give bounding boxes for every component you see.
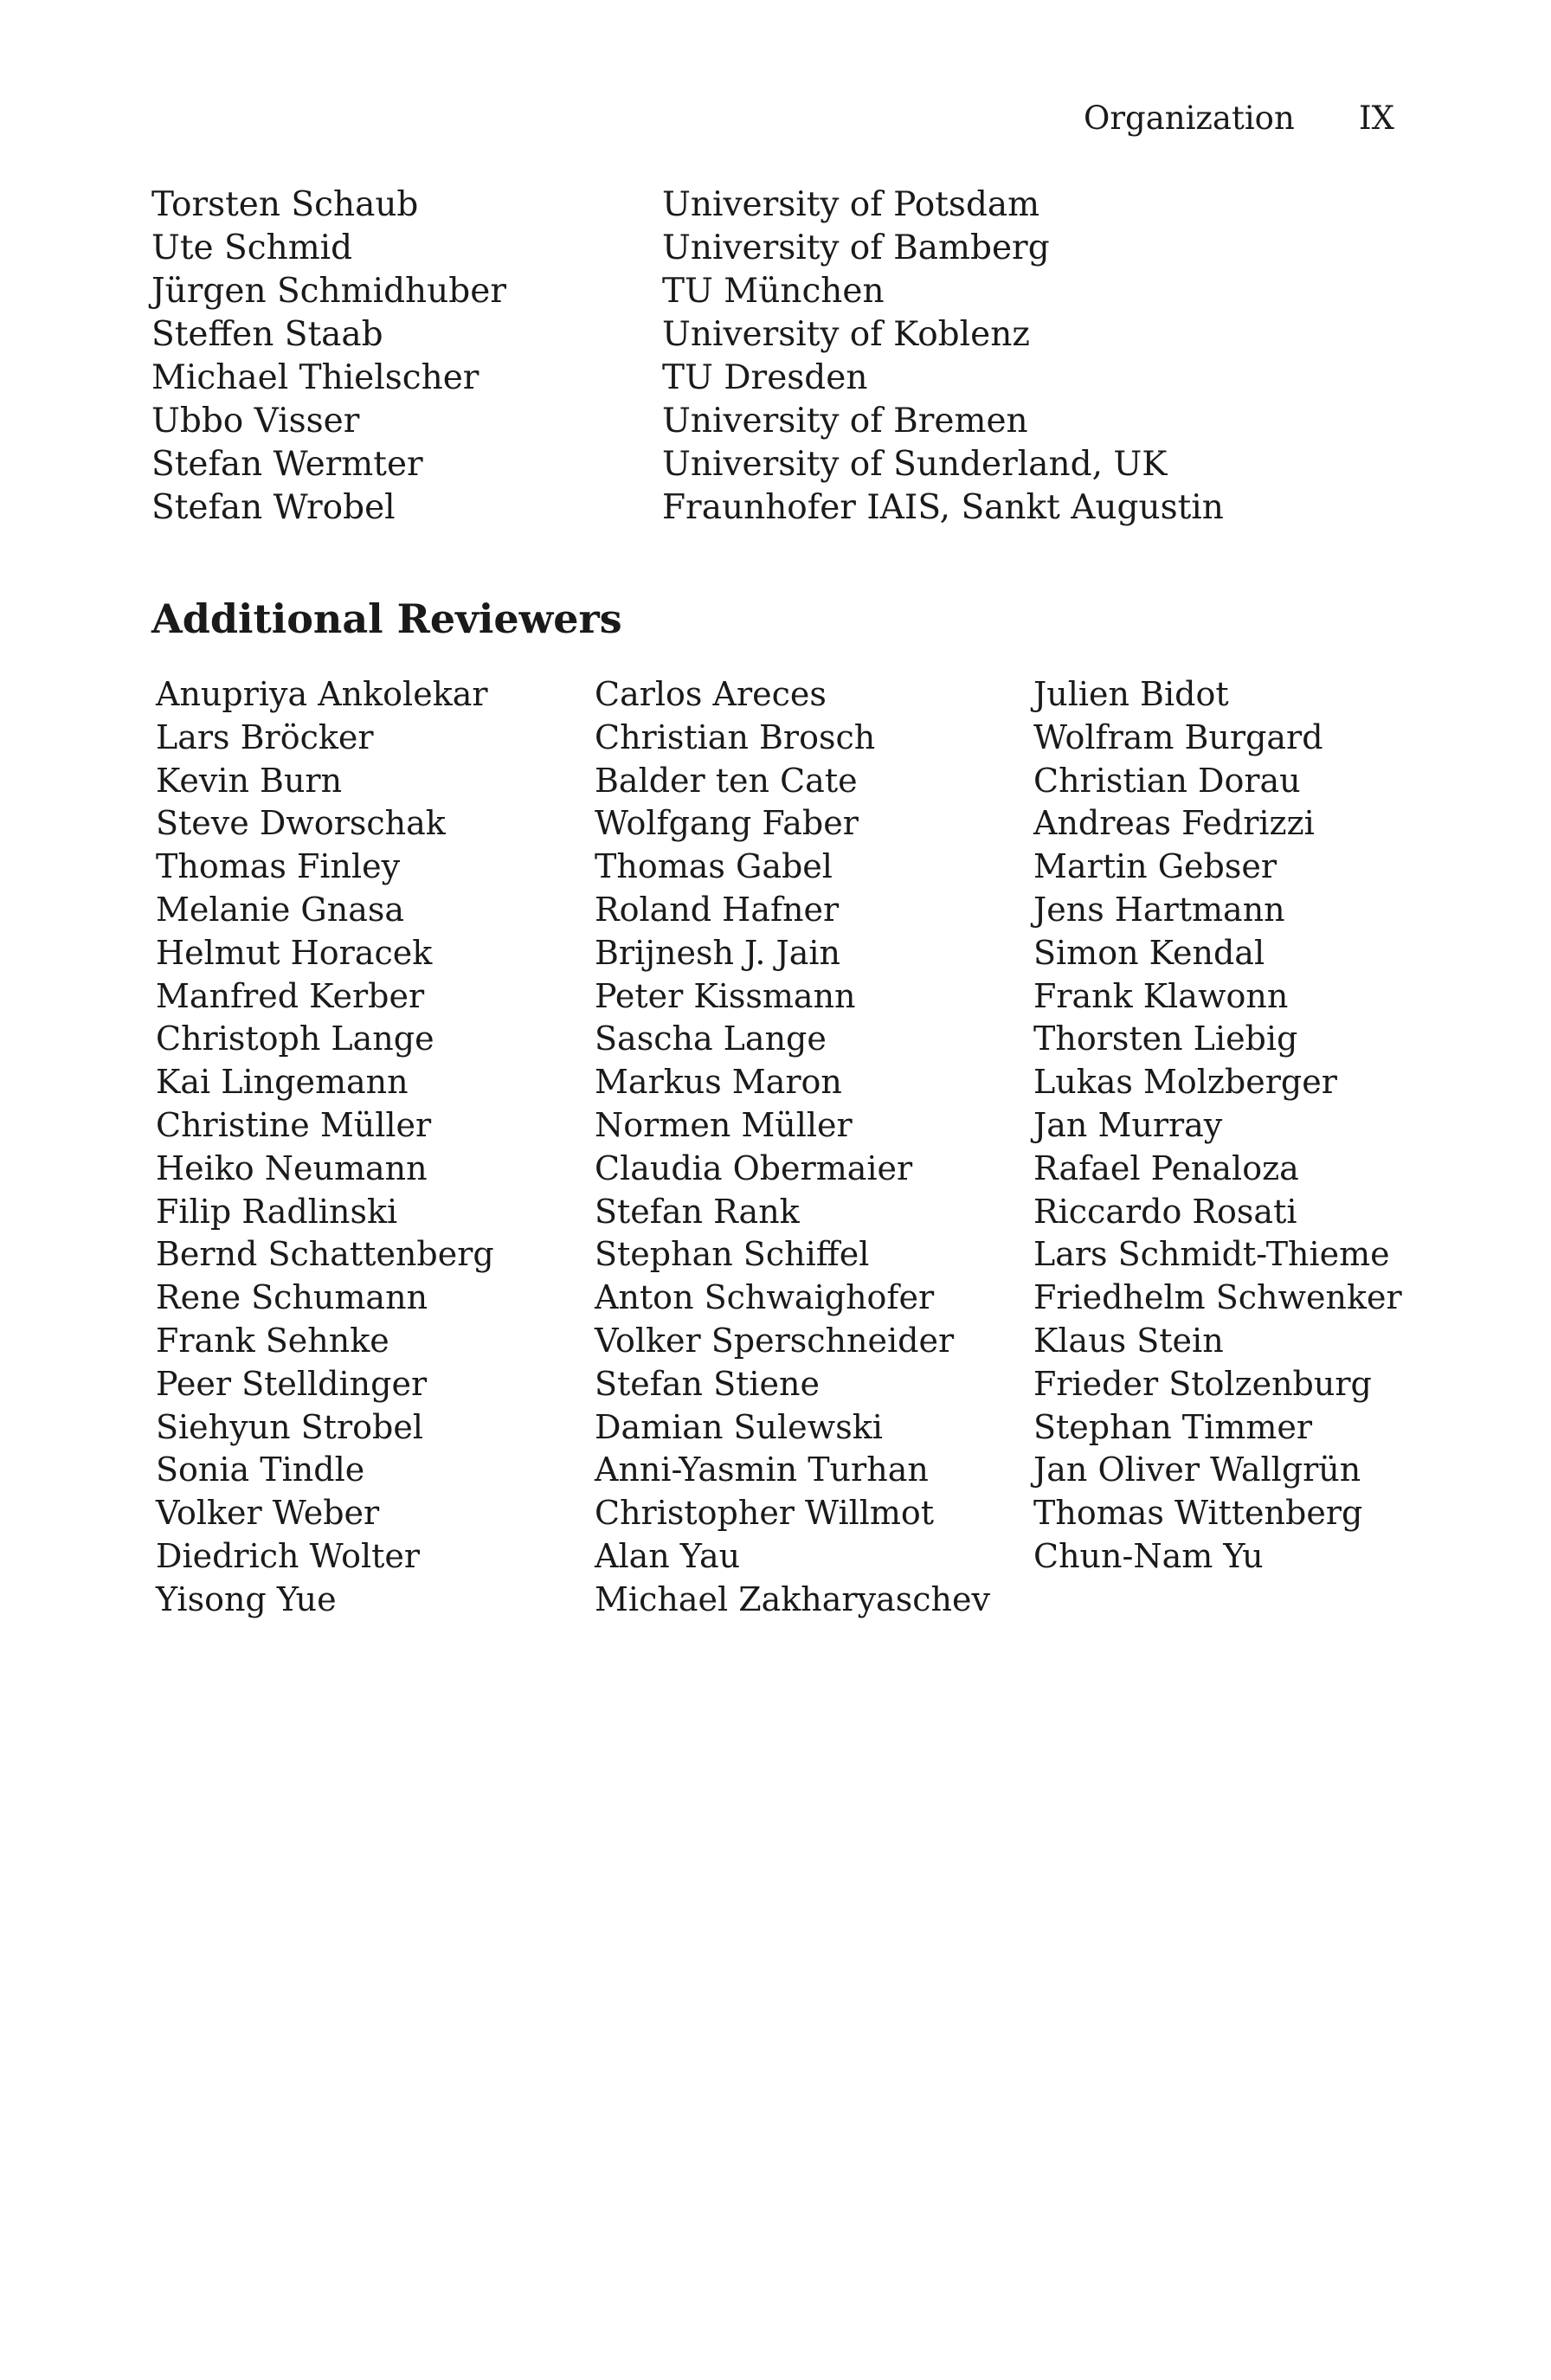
reviewer-name: Thomas Gabel <box>595 847 833 886</box>
member-affiliation: University of Bremen <box>662 402 1028 441</box>
reviewer-name: Jens Hartmann <box>1033 890 1285 929</box>
reviewer-name: Christoph Lange <box>156 1020 434 1058</box>
reviewer-name: Melanie Gnasa <box>156 890 405 929</box>
reviewer-name: Sonia Tindle <box>156 1451 365 1489</box>
reviewer-name: Markus Maron <box>595 1063 842 1102</box>
reviewer-name: Brijnesh J. Jain <box>595 933 840 972</box>
reviewer-name: Diedrich Wolter <box>156 1536 421 1575</box>
reviewer-name: Volker Sperschneider <box>595 1321 955 1360</box>
member-affiliation: University of Potsdam <box>662 185 1040 224</box>
reviewer-name: Manfred Kerber <box>156 976 425 1015</box>
reviewer-name: Bernd Schattenberg <box>156 1235 494 1274</box>
reviewer-name: Helmut Horacek <box>156 933 433 972</box>
committee-row <box>151 183 1406 227</box>
reviewer-name: Balder ten Cate <box>595 761 858 800</box>
member-name: Torsten Schaub <box>151 185 419 224</box>
reviewer-name: Simon Kendal <box>1033 933 1265 972</box>
page-number: IX <box>1359 100 1394 137</box>
reviewer-name: Kai Lingemann <box>156 1063 409 1102</box>
reviewer-name: Wolfgang Faber <box>595 804 859 843</box>
reviewer-name: Rafael Penaloza <box>1033 1148 1299 1187</box>
reviewer-name: Frank Klawonn <box>1033 976 1289 1015</box>
reviewer-name: Anupriya Ankolekar <box>156 675 488 713</box>
reviewer-name: Christian Dorau <box>1033 761 1301 800</box>
reviewer-name: Kevin Burn <box>156 761 343 800</box>
reviewer-name: Sascha Lange <box>595 1020 827 1058</box>
member-name: Ubbo Visser <box>151 402 360 441</box>
reviewer-name: Thomas Wittenberg <box>1033 1494 1363 1533</box>
reviewer-name: Peer Stelldinger <box>156 1364 428 1403</box>
member-name: Steffen Staab <box>151 315 383 354</box>
reviewer-name: Claudia Obermaier <box>595 1148 913 1187</box>
reviewer-name: Heiko Neumann <box>156 1148 428 1187</box>
reviewer-name: Stefan Stiene <box>595 1364 820 1403</box>
reviewer-name: Julien Bidot <box>1033 675 1229 713</box>
member-name: Michael Thielscher <box>151 358 479 397</box>
committee-row <box>151 227 1406 270</box>
reviewer-name: Frank Sehnke <box>156 1321 389 1360</box>
reviewer-name: Klaus Stein <box>1033 1321 1224 1360</box>
reviewer-name: Anni-Yasmin Turhan <box>595 1451 929 1489</box>
reviewer-name: Yisong Yue <box>156 1579 337 1618</box>
member-name: Jürgen Schmidhuber <box>151 272 506 311</box>
reviewer-name: Frieder Stolzenburg <box>1033 1364 1372 1403</box>
reviewer-name: Christopher Willmot <box>595 1494 935 1533</box>
reviewer-name: Michael Zakharyaschev <box>595 1579 990 1618</box>
section-heading: Additional Reviewers <box>151 595 622 642</box>
reviewer-name: Steve Dworschak <box>156 804 446 843</box>
reviewer-name: Thorsten Liebig <box>1033 1020 1298 1058</box>
member-affiliation: TU München <box>662 272 885 311</box>
reviewer-name: Stephan Timmer <box>1033 1407 1313 1446</box>
reviewer-name: Riccardo Rosati <box>1033 1192 1297 1231</box>
reviewer-name: Andreas Fedrizzi <box>1033 804 1315 843</box>
reviewer-name: Alan Yau <box>595 1536 741 1575</box>
reviewer-name: Chun-Nam Yu <box>1033 1536 1264 1575</box>
reviewer-name: Peter Kissmann <box>595 976 856 1015</box>
reviewer-name: Stephan Schiffel <box>595 1235 870 1274</box>
committee-list <box>151 183 1406 530</box>
reviewer-name: Roland Hafner <box>595 890 840 929</box>
reviewer-name: Jan Murray <box>1033 1105 1223 1144</box>
reviewer-column-3 <box>1033 673 1466 1579</box>
member-name: Ute Schmid <box>151 228 353 267</box>
running-head-section: Organization <box>1084 100 1295 137</box>
reviewer-name: Martin Gebser <box>1033 847 1277 886</box>
member-name: Stefan Wrobel <box>151 488 396 527</box>
reviewer-name: Christine Müller <box>156 1105 432 1144</box>
committee-row <box>151 486 1406 530</box>
member-affiliation: Fraunhofer IAIS, Sankt Augustin <box>662 488 1224 527</box>
reviewer-name: Stefan Rank <box>595 1192 800 1231</box>
member-affiliation: University of Koblenz <box>662 315 1030 354</box>
member-affiliation: University of Sunderland, UK <box>662 445 1168 484</box>
reviewer-name: Damian Sulewski <box>595 1407 883 1446</box>
reviewer-name: Rene Schumann <box>156 1278 428 1317</box>
reviewer-column-1 <box>156 673 589 1622</box>
member-name: Stefan Wermter <box>151 445 423 484</box>
committee-row <box>151 357 1406 400</box>
reviewer-name: Jan Oliver Wallgrün <box>1033 1451 1361 1489</box>
committee-row <box>151 270 1406 313</box>
reviewer-name: Carlos Areces <box>595 675 827 713</box>
member-affiliation: TU Dresden <box>662 358 868 397</box>
committee-row <box>151 313 1406 357</box>
reviewer-name: Lars Bröcker <box>156 717 374 756</box>
reviewer-name: Filip Radlinski <box>156 1192 398 1231</box>
reviewer-name: Lukas Molzberger <box>1033 1063 1337 1102</box>
reviewer-column-2 <box>595 673 1027 1622</box>
committee-row <box>151 443 1406 486</box>
reviewer-name: Wolfram Burgard <box>1033 717 1323 756</box>
running-head <box>0 97 1551 140</box>
reviewer-name: Anton Schwaighofer <box>595 1278 935 1317</box>
committee-row <box>151 400 1406 443</box>
member-affiliation: University of Bamberg <box>662 228 1050 267</box>
reviewer-name: Normen Müller <box>595 1105 853 1144</box>
reviewer-name: Friedhelm Schwenker <box>1033 1278 1402 1317</box>
reviewer-name: Volker Weber <box>156 1494 380 1533</box>
reviewer-name: Lars Schmidt-Thieme <box>1033 1235 1390 1274</box>
reviewer-name: Thomas Finley <box>156 847 401 886</box>
reviewer-name: Siehyun Strobel <box>156 1407 423 1446</box>
reviewer-name: Christian Brosch <box>595 717 876 756</box>
